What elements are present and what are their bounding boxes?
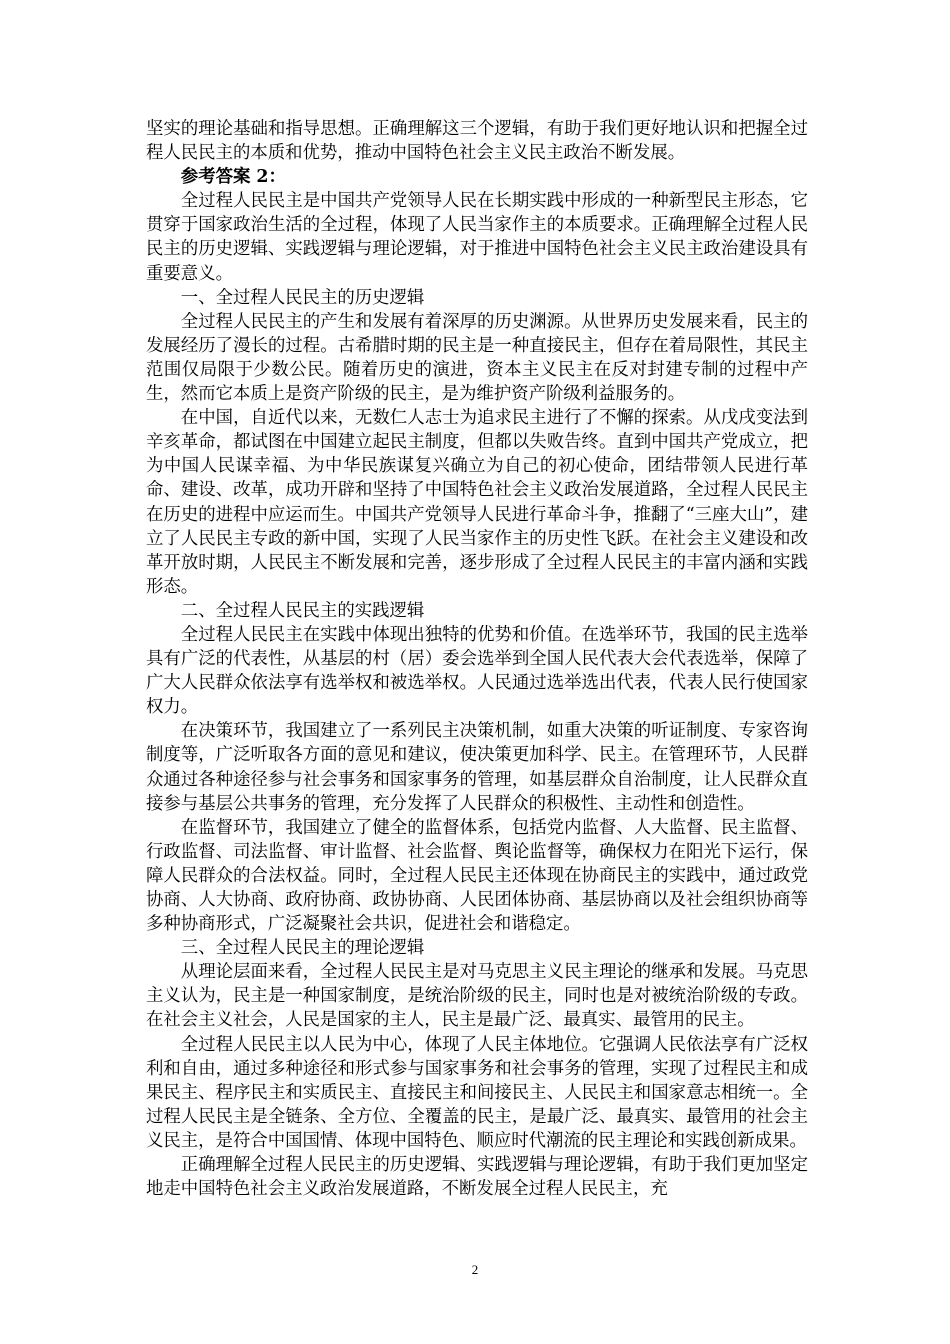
paragraph: 在中国，自近代以来，无数仁人志士为追求民主进行了不懈的探索。从戊戌变法到辛亥革命，都试图在中国建立起民主制度，但都以失败告终。直到中国共产党成立，把为中国人民谋幸福、为中华民族谋复兴确立为自己的初心使命，团结带领人民进行革命、建设、改革，成功开辟和坚持了中国特色社会主义政治发展道路，全过程人民民主在历史的进程中应运而生。中国共产党领导人民进行革命斗争，推翻了“三座大山”，建立了人民民主专政的新中国，实现了人民当家作主的历史性飞跃。在社会主义建设和改革开放时期，人民民主不断发展和完善，逐步形成了全过程人民民主的丰富内涵和实践形态。 bbox=[146, 408, 808, 597]
document-body bbox=[146, 117, 808, 1201]
section-heading-theory: 三、全过程人民民主的理论逻辑 bbox=[180, 938, 425, 959]
paragraph: 在监督环节，我国建立了健全的监督体系，包括党内监督、人大监督、民主监督、行政监督、司法监督、审计监督、社会监督、舆论监督等，确保权力在阳光下运行，保障人民群众的合法权益。同时，全过程人民民主还体现在协商民主的实践中，通过政党协商、人大协商、政府协商、政协协商、人民团体协商、基层协商以及社会组织协商等多种协商形式，广泛凝聚社会共识，促进社会和谐稳定。 bbox=[146, 817, 808, 935]
paragraph: 从理论层面来看，全过程人民民主是对马克思主义民主理论的继承和发展。马克思主义认为，民主是一种国家制度，是统治阶级的民主，同时也是对被统治阶级的专政。在社会主义社会，人民是国家的主人，民主是最广泛、最真实、最管用的民主。 bbox=[146, 962, 808, 1031]
paragraph: 正确理解全过程人民民主的历史逻辑、实践逻辑与理论逻辑，有助于我们更加坚定地走中国特色社会主义政治发展道路，不断发展全过程人民民主，充 bbox=[146, 1155, 808, 1200]
page-number: 2 bbox=[471, 1262, 479, 1277]
paragraph-intro: 全过程人民民主是中国共产党领导人民在长期实践中形成的一种新型民主形态，它贯穿于国家政治生活的全过程，体现了人民当家作主的本质要求。正确理解全过程人民民主的历史逻辑、实践逻辑与理论逻辑，对于推进中国特色社会主义民主政治建设具有重要意义。 bbox=[146, 191, 808, 284]
paragraph: 全过程人民民主在实践中体现出独特的优势和价值。在选举环节，我国的民主选举具有广泛的代表性，从基层的村（居）委会选举到全国人民代表大会代表选举，保障了广大人民群众依法享有选举权和被选举权。人民通过选举选出代表，代表人民行使国家权力。 bbox=[146, 624, 808, 718]
section-heading-practice: 二、全过程人民民主的实践逻辑 bbox=[180, 600, 425, 621]
section-heading-history: 一、全过程人民民主的历史逻辑 bbox=[180, 287, 425, 308]
paragraph: 全过程人民民主以人民为中心，体现了人民主体地位。它强调人民依法享有广泛权利和自由，通过多种途径和形式参与国家事务和社会事务的管理，实现了过程民主和成果民主、程序民主和实质民主、直接民主和间接民主、人民民主和国家意志相统一。全过程人民民主是全链条、全方位、全覆盖的民主，是最广泛、最真实、最管用的社会主义民主，是符合中国国情、体现中国特色、顺应时代潮流的民主理论和实践创新成果。 bbox=[146, 1034, 808, 1151]
paragraph-continuation: 坚实的理论基础和指导思想。正确理解这三个逻辑，有助于我们更好地认识和把握全过程人民民主的本质和优势，推动中国特色社会主义民主政治不断发展。 bbox=[146, 119, 808, 164]
paragraph: 在决策环节，我国建立了一系列民主决策机制，如重大决策的听证制度、专家咨询制度等，广泛听取各方面的意见和建议，使决策更加科学、民主。在管理环节，人民群众通过各种途径参与社会事务和国家事务的管理，如基层群众自治制度，让人民群众直接参与基层公共事务的管理，充分发挥了人民群众的积极性、主动性和创造性。 bbox=[146, 721, 808, 814]
paragraph: 全过程人民民主的产生和发展有着深厚的历史渊源。从世界历史发展来看，民主的发展经历了漫长的过程。古希腊时期的民主是一种直接民主，但存在着局限性，其民主范围仅局限于少数公民。随着历史的演进，资本主义民主在反对封建专制的过程中产生，然而它本质上是资产阶级的民主，是为维护资产阶级利益服务的。 bbox=[146, 311, 808, 405]
answer-heading: 参考答案 2： bbox=[180, 167, 286, 188]
